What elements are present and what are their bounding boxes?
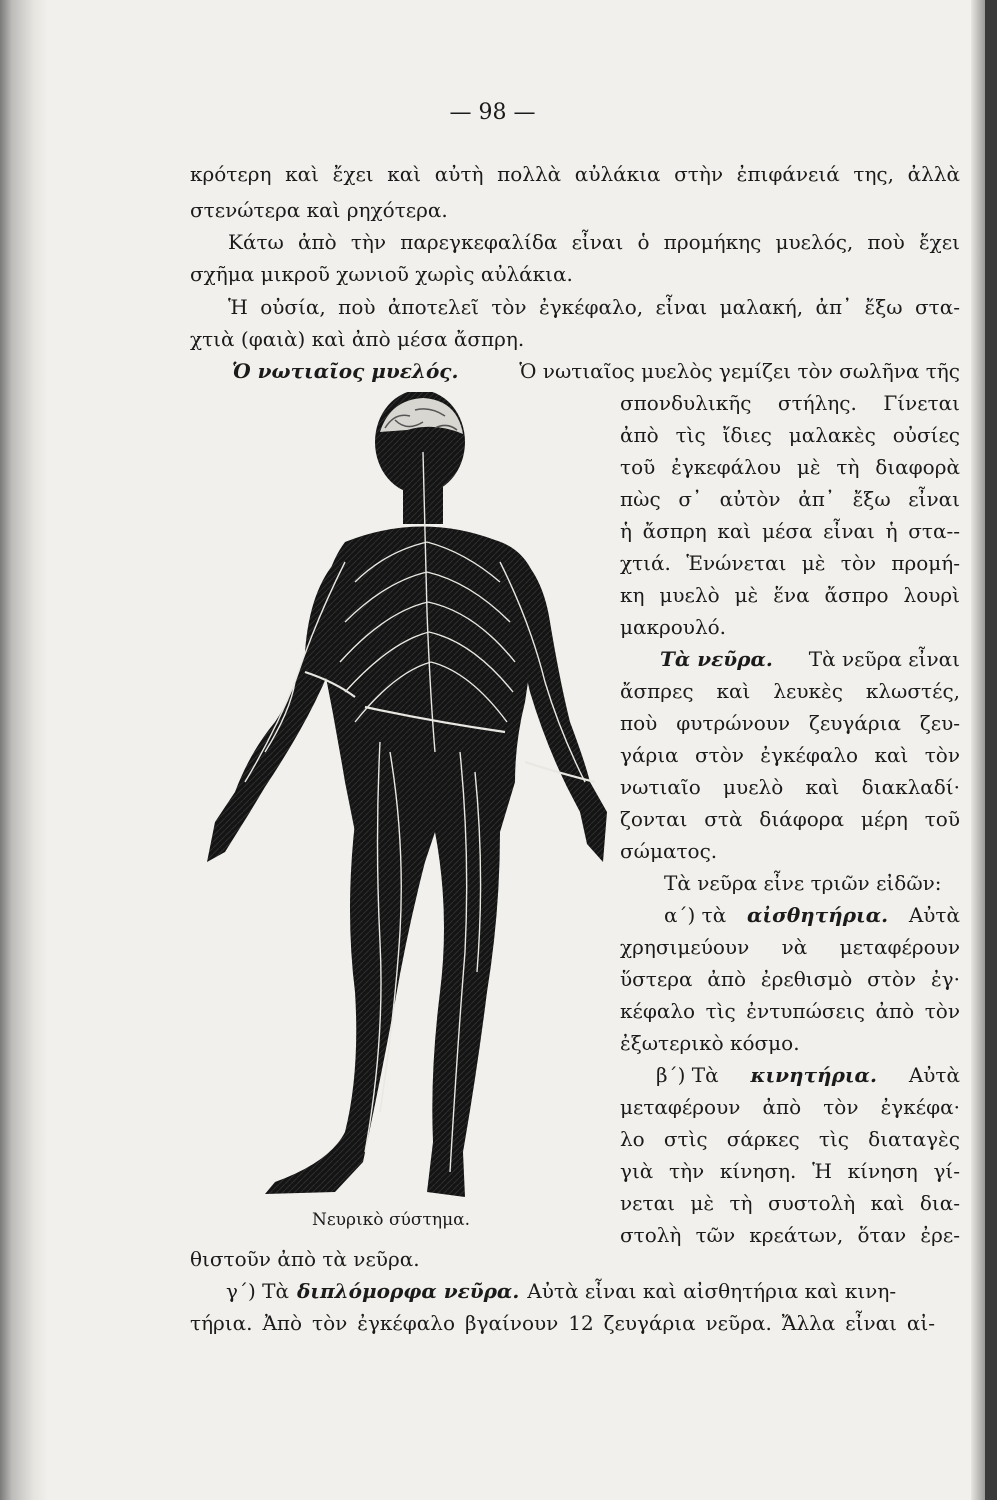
text-line: νωτιαῖο μυελὸ καὶ διακλαδί· — [620, 775, 960, 799]
text-line: Τὰ νεῦρα εἶναι — [808, 647, 960, 671]
text-line: κρότερη καὶ ἔχει καὶ αὐτὴ πολλὰ αὐλάκια στὴν ἐπιφάνειά της, ἀλλὰ — [190, 162, 960, 186]
text-line: Ὁ νωτιαῖος μυελὸς γεμίζει τὸν σωλῆνα τῆς — [519, 359, 960, 383]
figure-caption: Νευρικὸ σύστημα. — [312, 1210, 471, 1230]
text-line: πὼς σ᾽ αὐτὸν ἀπ᾽ ἔξω εἶναι — [620, 487, 960, 511]
kind-a-term: αἰσθητήρια. — [747, 903, 889, 927]
text-line: ἐξωτερικὸ κόσμο. — [620, 1031, 800, 1055]
text-line: νεται μὲ τὴ συστολὴ καὶ δια- — [620, 1191, 960, 1215]
text-line: σχῆμα μικροῦ χωνιοῦ χωρὶς αὐλάκια. — [190, 262, 573, 286]
text-line: τήρια. Ἀπὸ τὸν ἐγκέφαλο βγαίνουν 12 ζευγάρια νεῦρα. Ἄλλα εἶναι αἰ- — [190, 1311, 935, 1335]
kind-c-rest: Αὐτὰ εἶναι καὶ αἰσθητήρια καὶ κινη- — [527, 1279, 897, 1303]
text-line: ἄσπρες καὶ λευκὲς κλωστές, — [620, 679, 960, 703]
text-line: τοῦ ἐγκεφάλου μὲ τὴ διαφορὰ — [620, 455, 960, 479]
text-line: ἡ ἄσπρη καὶ μέσα εἶναι ἡ στα-- — [620, 519, 960, 543]
text-line: θιστοῦν ἀπὸ τὰ νεῦρα. — [190, 1247, 420, 1271]
text-line: κέφαλο τὶς ἐντυπώσεις ἀπὸ τὸν — [620, 999, 960, 1023]
nervous-system-figure — [195, 392, 615, 1212]
text-line: Ἡ οὐσία, ποὺ ἀποτελεῖ τὸν ἐγκέφαλο, εἶναι μαλακή, ἀπ᾽ ἔξω στα- — [228, 295, 960, 319]
text-line: χτιὰ (φαιὰ) καὶ ἀπὸ μέσα ἄσπρη. — [190, 327, 525, 351]
kind-b-start — [656, 1061, 960, 1089]
text-line: στολὴ τῶν κρεάτων, ὅταν ἐρε- — [620, 1223, 960, 1247]
text-line: χρησιμεύουν νὰ μεταφέρουν — [620, 935, 960, 959]
kind-c-start — [226, 1277, 960, 1305]
body-silhouette — [207, 392, 607, 1197]
text-line: μεταφέρουν ἀπὸ τὸν ἐγκέφα· — [620, 1095, 960, 1119]
kind-c-label: γ΄) Τὰ — [226, 1279, 289, 1303]
text-line: ποὺ φυτρώνουν ζευγάρια ζευ- — [620, 711, 960, 735]
text-line: γιὰ τὴν κίνηση. Ἡ κίνηση γί- — [620, 1159, 960, 1183]
kind-b-rest: Αὐτὰ — [908, 1063, 960, 1087]
kind-a-label: α΄) τὰ — [664, 903, 727, 927]
nerves-heading: Τὰ νεῦρα. — [660, 647, 773, 671]
text-line: μακρουλό. — [620, 615, 727, 639]
text-line: γάρια στὸν ἐγκέφαλο καὶ τὸν — [620, 743, 960, 767]
text-line: χτιά. Ἑνώνεται μὲ τὸν προμή- — [620, 551, 960, 575]
kind-b-label: β΄) Τὰ — [656, 1063, 719, 1087]
text-line: στενώτερα καὶ ρηχότερα. — [190, 198, 448, 222]
text-line: λο στὶς σάρκες τὶς διαταγὲς — [620, 1127, 960, 1151]
text-line: σπονδυλικῆς στήλης. Γίνεται — [620, 391, 960, 415]
kind-a-start — [664, 901, 960, 929]
spinal-heading: Ὁ νωτιαῖος μυελός. — [232, 359, 459, 383]
kind-a-rest: Αὐτὰ — [908, 903, 960, 927]
spinal-paragraph-start — [232, 357, 960, 385]
text-line: ἀπὸ τὶς ἴδιες μαλακὲς οὐσίες — [620, 423, 960, 447]
text-line: σώματος. — [620, 839, 718, 863]
kind-c-term: διπλόμορφα νεῦρα. — [296, 1279, 520, 1303]
kind-b-term: κινητήρια. — [750, 1063, 877, 1087]
text-line: ζονται στὰ διάφορα μέρη τοῦ — [620, 807, 960, 831]
page-number: — 98 — — [449, 100, 536, 125]
page-edge — [971, 0, 985, 1500]
page-gutter — [0, 0, 48, 1500]
text-line: κη μυελὸ μὲ ἕνα ἄσπρο λουρὶ — [620, 583, 960, 607]
text-line: Τὰ νεῦρα εἶνε τριῶν εἰδῶν: — [664, 871, 942, 895]
text-line: ὕστερα ἀπὸ ἐρεθισμὸ στὸν ἐγ· — [620, 967, 960, 991]
nerves-paragraph-start — [660, 645, 960, 673]
text-line: Κάτω ἀπὸ τὴν παρεγκεφαλίδα εἶναι ὁ προμήκης μυελός, ποὺ ἔχει — [228, 230, 960, 254]
